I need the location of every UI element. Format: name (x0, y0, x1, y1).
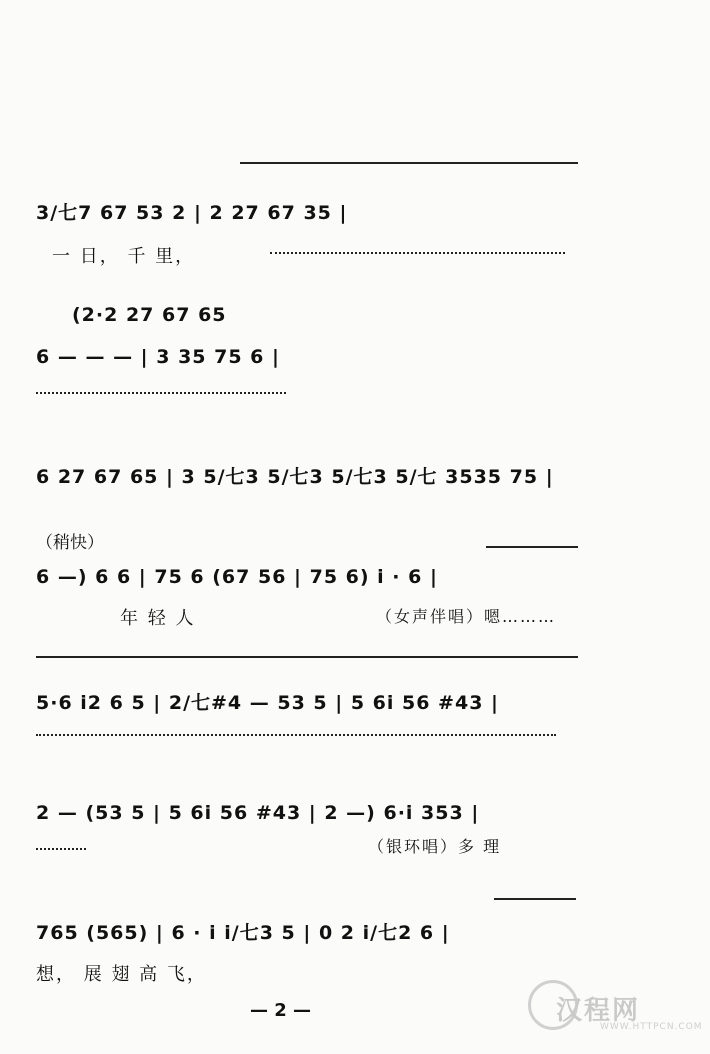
dotted-extension (270, 252, 565, 254)
lyric-row-6: （银环唱）多 理 (368, 837, 502, 856)
notes-row-6: 2 — (53 5 | 5 6i 56 #43 | 2 —) 6·i 353 | (36, 802, 480, 824)
dotted-extension (36, 734, 556, 736)
phrase-line (494, 898, 576, 900)
phrase-line (36, 656, 578, 658)
watermark-text: 汉程网 (556, 996, 641, 1026)
page-number: — 2 — (250, 1000, 312, 1021)
dotted-extension (36, 848, 86, 850)
lyric-row-1: 一 日， 千 里， (52, 246, 196, 267)
notes-row-2a: (2·2 27 67 65 (72, 304, 227, 326)
lyric-row-7: 想， 展 翅 高 飞， (36, 964, 207, 985)
score-row-2a (72, 304, 227, 326)
notes-row-3: 6 27 67 65 | 3 5/七3 5/七3 5/七3 5/七 3535 75 | (36, 466, 554, 488)
score-row-3 (36, 462, 554, 489)
score-row-6 (36, 802, 479, 824)
score-row-5 (36, 688, 499, 715)
notes-row-2b: 6 — — — | 3 35 75 6 | (36, 346, 280, 368)
notes-row-7: 765 (565) | 6 · i i/七3 5 | 0 2 i/七2 6 | (36, 922, 450, 944)
tempo-marking: （稍快） (36, 533, 104, 553)
notes-row-4: 6 —) 6 6 | 75 6 (67 56 | 75 6) i · 6 | (36, 566, 438, 588)
phrase-line (486, 546, 578, 548)
lyric-row-4: 年 轻 人 (120, 608, 196, 629)
notes-row-1: 3/七7 67 53 2 | 2 27 67 35 | (36, 202, 348, 224)
dotted-extension (36, 392, 286, 394)
score-row-4 (36, 566, 438, 588)
watermark-url: WWW.HTTPCN.COM (600, 1022, 703, 1032)
notes-row-5: 5·6 i2 6 5 | 2/七#4 — 53 5 | 5 6i 56 #43 | (36, 692, 499, 714)
score-row-1 (36, 198, 347, 225)
lyric-row-4b: （女声伴唱）嗯……… (376, 607, 557, 626)
score-row-7 (36, 918, 450, 945)
score-row-2b (36, 346, 280, 368)
phrase-line (240, 162, 578, 164)
